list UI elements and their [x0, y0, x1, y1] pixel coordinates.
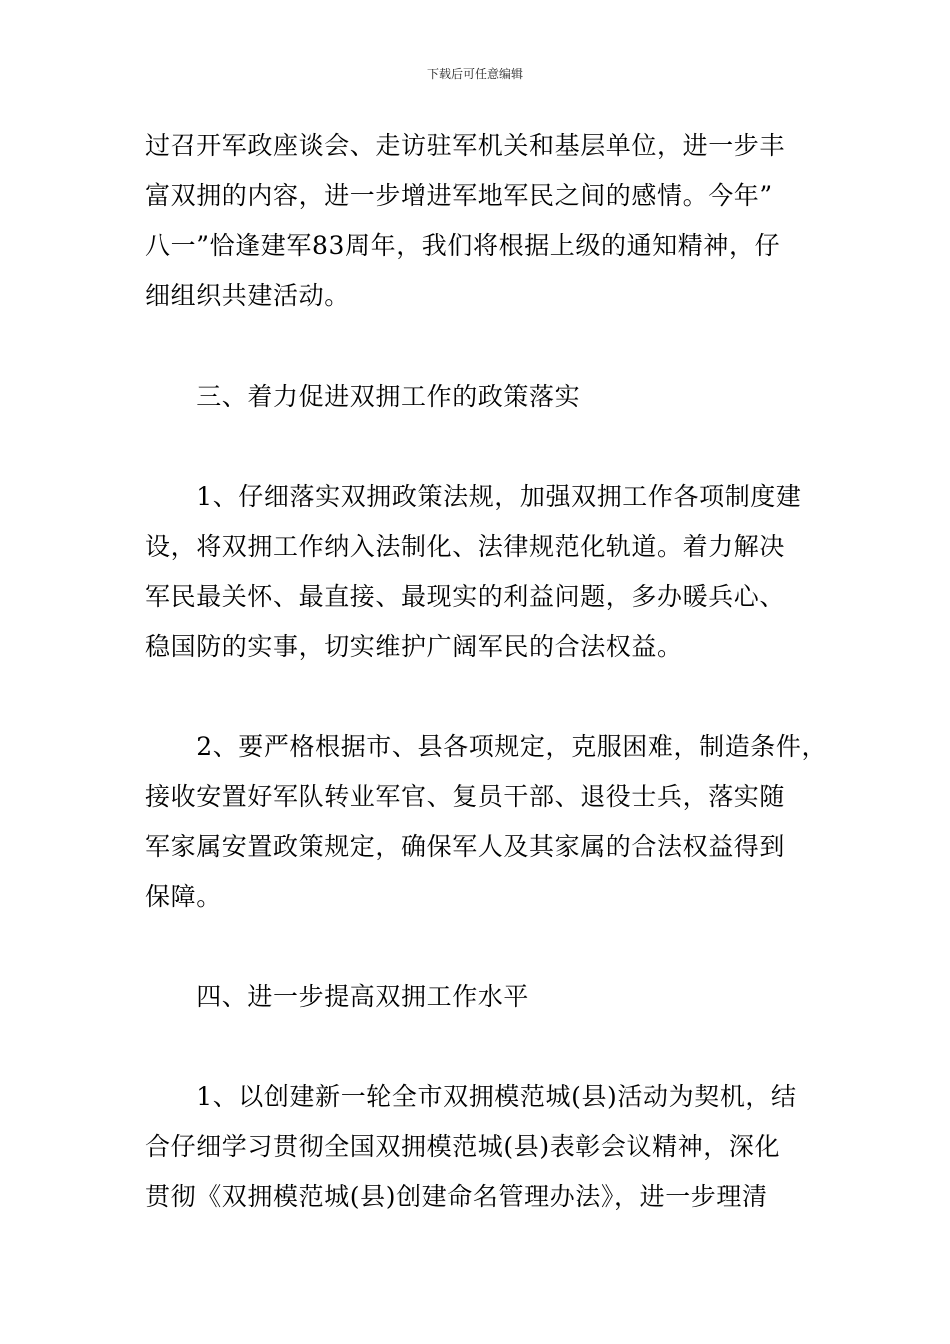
paragraph-section4-item1: [145, 1072, 810, 1222]
page-header-note: 下载后可任意编辑: [426, 67, 523, 81]
text-line: 富双拥的内容，进一步增进军地军民之间的感情。今年”: [145, 181, 773, 210]
text-line: 细组织共建活动。: [145, 281, 350, 310]
section-heading-4: [145, 972, 810, 1022]
text-line: 2、要严格根据市、县各项规定，克服困难，制造条件，: [145, 732, 828, 761]
text-line: 贯彻《双拥模范城(县)创建命名管理办法》，进一步理清: [145, 1182, 768, 1211]
heading-text: 三、着力促进双拥工作的政策落实: [145, 382, 581, 411]
text-line: 1、以创建新一轮全市双拥模范城(县)活动为契机，结: [145, 1082, 797, 1111]
section-heading-3: [145, 372, 810, 422]
text-line: 过召开军政座谈会、走访驻军机关和基层单位，进一步丰: [145, 131, 786, 160]
paragraph-intro: [145, 121, 810, 321]
text-line: 军家属安置政策规定，确保军人及其家属的合法权益得到: [145, 832, 786, 861]
text-line: 保障。: [145, 882, 222, 911]
text-line: 1、仔细落实双拥政策法规，加强双拥工作各项制度建: [145, 482, 802, 511]
text-line: 八一”恰逢建军83周年，我们将根据上级的通知精神，仔: [145, 231, 781, 260]
paragraph-section3-item1: [145, 472, 810, 672]
text-line: 稳国防的实事，切实维护广阔军民的合法权益。: [145, 632, 683, 661]
text-line: 军民最关怀、最直接、最现实的利益问题，多办暖兵心、: [145, 582, 786, 611]
text-line: 合仔细学习贯彻全国双拥模范城(县)表彰会议精神，深化: [145, 1132, 781, 1161]
text-line: 接收安置好军队转业军官、复员干部、退役士兵，落实随: [145, 782, 786, 811]
heading-text: 四、进一步提高双拥工作水平: [145, 982, 530, 1011]
paragraph-section3-item2: [145, 722, 828, 922]
text-line: 设，将双拥工作纳入法制化、法律规范化轨道。着力解决: [145, 532, 786, 561]
